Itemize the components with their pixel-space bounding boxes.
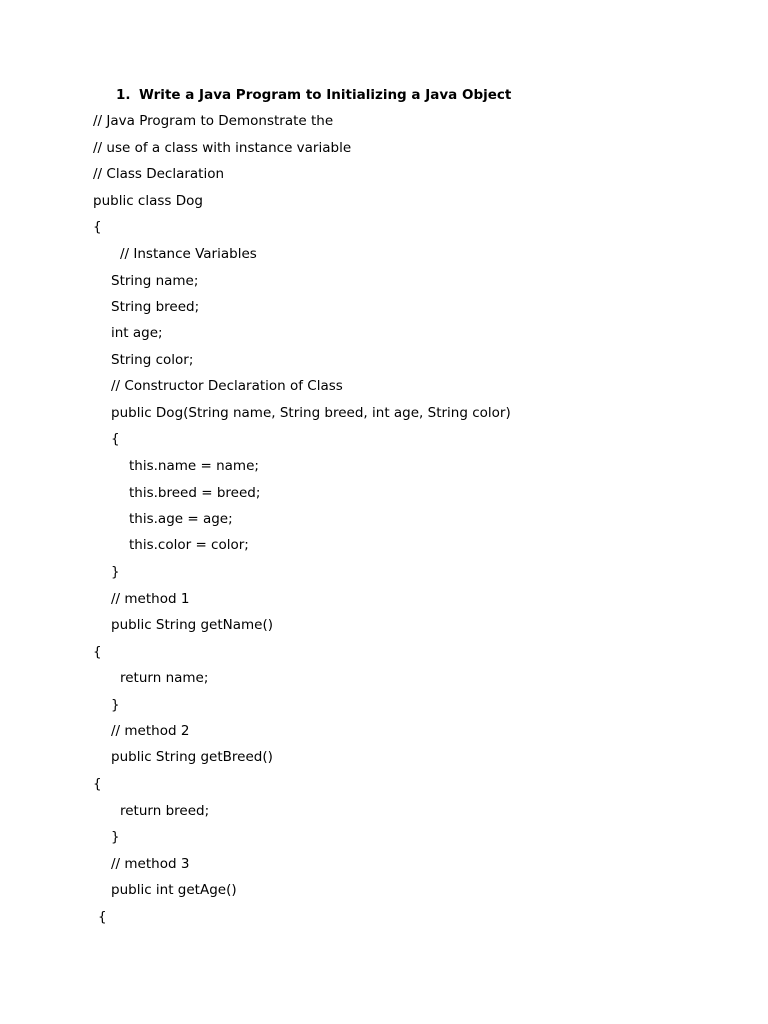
code-line: String name;	[111, 273, 199, 289]
code-line: int age;	[111, 325, 163, 341]
code-line: this.color = color;	[129, 537, 249, 553]
code-line: {	[93, 644, 102, 660]
code-line: // Java Program to Demonstrate the	[93, 113, 334, 129]
code-line: // Constructor Declaration of Class	[111, 378, 343, 394]
code-line: }	[111, 697, 120, 713]
code-line: return breed;	[120, 803, 210, 819]
code-line: public String getName()	[111, 617, 274, 633]
heading-title: Write a Java Program to Initializing a Java Object	[139, 87, 512, 103]
code-line: // use of a class with instance variable	[93, 140, 352, 156]
code-line: // method 1	[111, 591, 190, 607]
code-line: String color;	[111, 352, 194, 368]
code-line: public class Dog	[93, 193, 203, 209]
numbered-heading	[116, 86, 511, 104]
code-line: {	[98, 909, 107, 925]
code-line: this.breed = breed;	[129, 485, 261, 501]
code-line: }	[111, 829, 120, 845]
code-line: this.name = name;	[129, 458, 259, 474]
heading-number: 1.	[116, 87, 131, 103]
code-line: {	[93, 776, 102, 792]
code-line: {	[111, 431, 120, 447]
code-line: return name;	[120, 670, 209, 686]
code-line: this.age = age;	[129, 511, 233, 527]
code-line: // Class Declaration	[93, 166, 225, 182]
code-line: public Dog(String name, String breed, int age, String color)	[111, 405, 511, 421]
code-line: public String getBreed()	[111, 749, 273, 765]
code-line: String breed;	[111, 299, 200, 315]
code-line: public int getAge()	[111, 882, 237, 898]
code-line: // method 2	[111, 723, 190, 739]
code-line: // Instance Variables	[120, 246, 257, 262]
code-line: {	[93, 219, 102, 235]
code-line: }	[111, 564, 120, 580]
code-line: // method 3	[111, 856, 190, 872]
